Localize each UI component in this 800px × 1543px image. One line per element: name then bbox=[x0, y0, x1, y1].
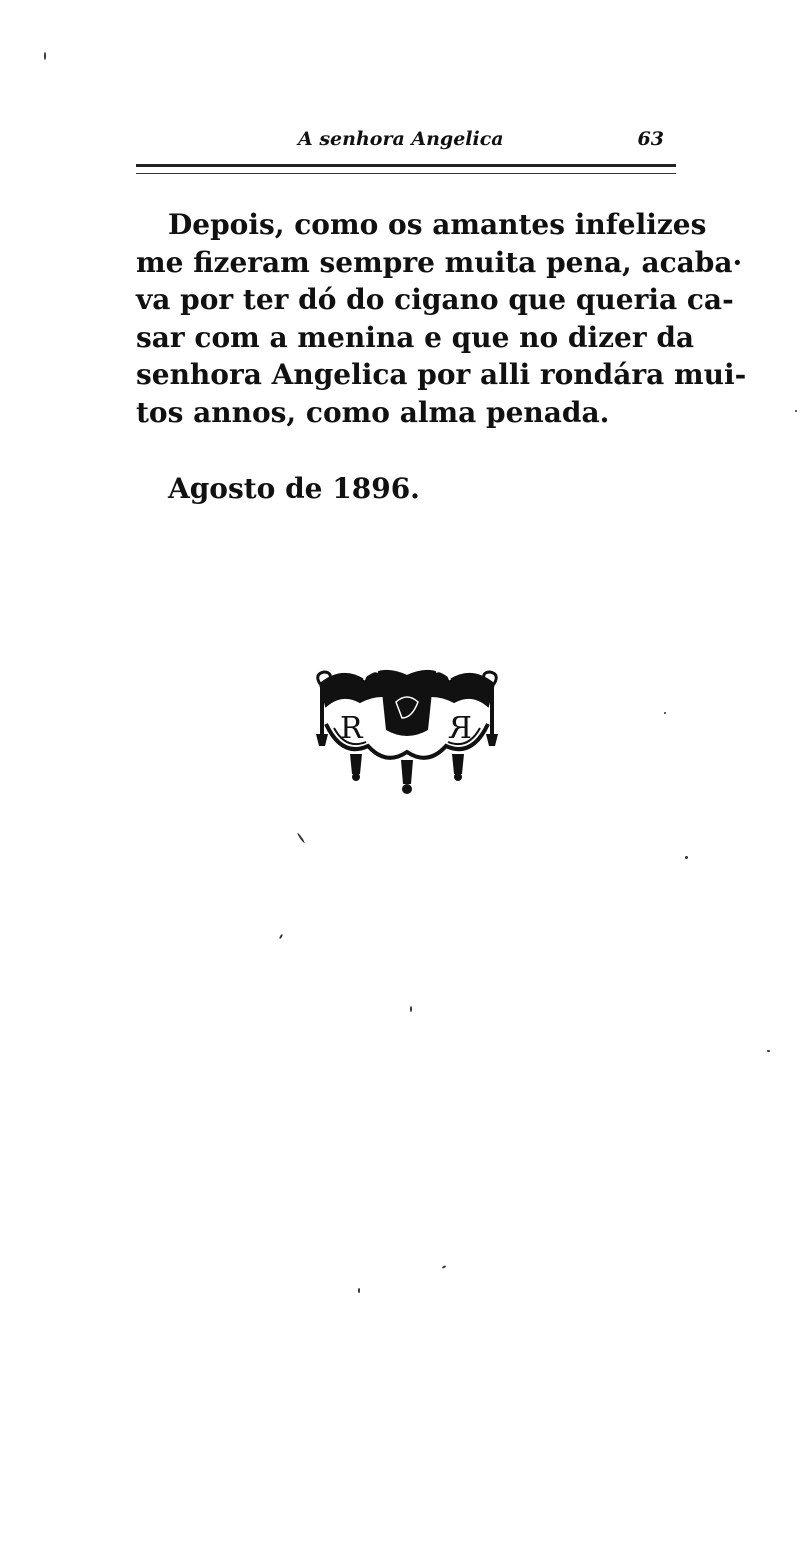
drapery-ornament-icon bbox=[312, 662, 502, 796]
running-title: A senhora Angelica bbox=[298, 128, 504, 150]
header-rule bbox=[136, 164, 676, 174]
scan-speck bbox=[297, 833, 306, 844]
scan-speck bbox=[685, 856, 688, 859]
scan-speck bbox=[664, 712, 666, 714]
text-line: me fizeram sempre muita pena, acaba· bbox=[136, 245, 743, 279]
text-line: va por ter dó do cigano que queria ca- bbox=[136, 283, 734, 316]
page-number: 63 bbox=[637, 128, 664, 150]
text-line: Depois, como os amantes infelizes bbox=[168, 208, 707, 241]
svg-text:R: R bbox=[449, 711, 472, 746]
body-paragraph bbox=[136, 206, 747, 431]
dateline: Agosto de 1896. bbox=[168, 472, 420, 505]
scan-speck bbox=[44, 52, 46, 60]
running-header bbox=[136, 118, 676, 158]
scan-speck bbox=[358, 1288, 360, 1293]
scan-speck bbox=[410, 1006, 412, 1012]
text-line: tos annos, como alma penada. bbox=[136, 395, 610, 429]
scan-speck bbox=[442, 1265, 446, 1269]
scan-speck bbox=[795, 410, 797, 412]
svg-text:R: R bbox=[340, 711, 363, 746]
text-line: sar com a menina e que no dizer da bbox=[136, 320, 695, 354]
scan-speck bbox=[279, 934, 283, 939]
text-line: senhora Angelica por alli rondára mui- bbox=[136, 358, 747, 391]
scan-speck bbox=[767, 1050, 770, 1052]
